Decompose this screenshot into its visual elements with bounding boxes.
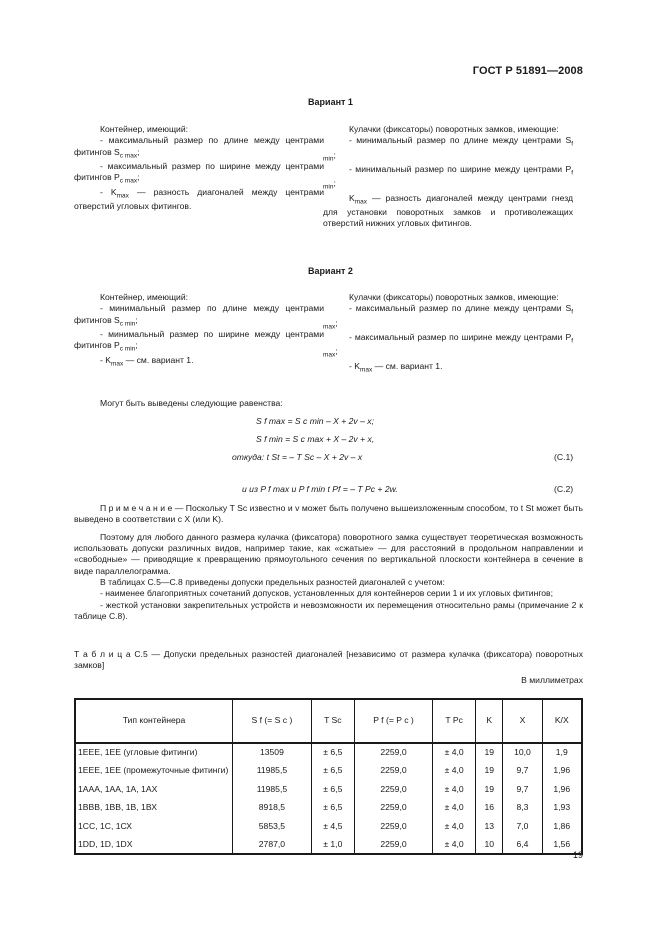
table-cell: 1СС, 1С, 1СХ bbox=[75, 817, 233, 836]
equation-4: и из P f max и P f min t Pf = – T Pc + 2w. bbox=[242, 484, 398, 494]
col-header-sf: S f (= S c ) bbox=[233, 699, 312, 743]
table-cell: ± 6,5 bbox=[311, 762, 354, 781]
table-cell: ± 6,5 bbox=[311, 743, 354, 762]
table-cell: ± 4,5 bbox=[311, 817, 354, 836]
equations-intro: Могут быть выведены следующие равенства: bbox=[100, 398, 283, 408]
table-row bbox=[75, 836, 582, 855]
table-cell: ± 6,5 bbox=[311, 799, 354, 818]
table-cell: 2259,0 bbox=[354, 799, 432, 818]
table-cell: 11985,5 bbox=[233, 780, 312, 799]
table-cell: 1DD, 1D, 1DX bbox=[75, 836, 233, 855]
table-cell: 11985,5 bbox=[233, 762, 312, 781]
note: П р и м е ч а н и е — Поскольку T Sc известно и v может быть получено вышеизложенным способом, то t St может быть выведено в соответствии с X (или K). bbox=[74, 503, 583, 525]
equation-3: откуда: t St = – T Sc – X + 2v – x bbox=[232, 452, 363, 462]
table-cell: 1,96 bbox=[542, 780, 582, 799]
variant2-left-column bbox=[74, 292, 324, 369]
table-row bbox=[75, 817, 582, 836]
table-cell: ± 4,0 bbox=[433, 743, 476, 762]
table-cell: ± 4,0 bbox=[433, 799, 476, 818]
col-header-tsc: T Sc bbox=[311, 699, 354, 743]
col-header-k: K bbox=[476, 699, 503, 743]
table-cell: 10,0 bbox=[503, 743, 542, 762]
table-row bbox=[75, 762, 582, 781]
table-units: В миллиметрах bbox=[521, 675, 583, 685]
tolerance-table bbox=[74, 698, 583, 855]
paragraph-3: - наименее благоприятных сочетаний допусков, установленных для контейнеров серии 1 и их угловых фитингов; bbox=[100, 588, 554, 599]
table-cell: 9,7 bbox=[503, 762, 542, 781]
table-cell: 6,4 bbox=[503, 836, 542, 855]
v2-right-item2: - максимальный размер по ширине между центрами $P_{f max}$; bbox=[323, 331, 573, 359]
table-caption: Т а б л и ц а С.5 — Допуски предельных разностей диагоналей [независимо от размера кулачка (фиксатора) поворотных замков] bbox=[74, 649, 583, 671]
v1-right-item2: - минимальный размер по ширине между центрами $P_{f min}$; bbox=[323, 163, 573, 191]
v2-right-item3: - $K_{max}$ — см. вариант 1. bbox=[349, 360, 443, 374]
v1-right-intro: Кулачки (фиксаторы) поворотных замков, имеющие: bbox=[349, 124, 559, 134]
table-cell: ± 4,0 bbox=[433, 780, 476, 799]
equation-4-number: (C.2) bbox=[554, 484, 574, 494]
v1-right-item3: $K_{max}$ — разность диагоналей между центрами гнезд для установки поворотных замков и противолежащих отверстий нижних угловых фитингов. bbox=[323, 192, 573, 229]
table-cell: 5853,5 bbox=[233, 817, 312, 836]
table-cell: ± 6,5 bbox=[311, 780, 354, 799]
col-header-pf: P f (= P c ) bbox=[354, 699, 432, 743]
table-cell: 2259,0 bbox=[354, 762, 432, 781]
table-cell: 1ААА, 1АА, 1А, 1АХ bbox=[75, 780, 233, 799]
table-cell: 8,3 bbox=[503, 799, 542, 818]
table-cell: 19 bbox=[476, 780, 503, 799]
table-row bbox=[75, 743, 582, 762]
v2-left-item2: - минимальный размер по ширине между центрами фитингов $P_{c min}$; bbox=[74, 328, 324, 354]
table-cell: 2259,0 bbox=[354, 836, 432, 855]
table-cell: 8918,5 bbox=[233, 799, 312, 818]
paragraph-2: В таблицах С.5—С.8 приведены допуски предельных разностей диагоналей с учетом: bbox=[100, 577, 445, 588]
v2-right-item1: - максимальный размер по длине между центрами $S_{f max}$; bbox=[323, 303, 573, 331]
table-cell: ± 1,0 bbox=[311, 836, 354, 855]
page-number: 19 bbox=[572, 850, 583, 860]
table-cell: 7,0 bbox=[503, 817, 542, 836]
table-cell: 1,9 bbox=[542, 743, 582, 762]
table-cell: ± 4,0 bbox=[433, 817, 476, 836]
table-cell: 1ВВВ, 1ВВ, 1В, 1ВХ bbox=[75, 799, 233, 818]
variant2-title: Вариант 2 bbox=[308, 266, 353, 276]
col-header-type: Тип контейнера bbox=[75, 699, 233, 743]
variant1-left-column bbox=[74, 124, 324, 212]
v1-left-item3: - $K_{max}$ — разность диагоналей между центрами отверстий угловых фитингов. bbox=[74, 186, 324, 211]
v2-right-intro: Кулачки (фиксаторы) поворотных замков, имеющие: bbox=[349, 292, 559, 302]
table-cell: 19 bbox=[476, 762, 503, 781]
document-id: ГОСТ Р 51891—2008 bbox=[472, 65, 583, 77]
table-row bbox=[75, 799, 582, 818]
table-header-row bbox=[75, 699, 582, 743]
table-cell: 13 bbox=[476, 817, 503, 836]
equation-3-number: (C.1) bbox=[554, 452, 574, 462]
table-cell: 1,86 bbox=[542, 817, 582, 836]
v2-left-item1: - минимальный размер по длине между центрами фитингов $S_{c min}$; bbox=[74, 303, 324, 328]
v1-right-item1: - минимальный размер по длине между центрами $S_{f min}$; bbox=[323, 135, 573, 163]
v1-left-intro: Контейнер, имеющий: bbox=[100, 124, 189, 134]
col-header-x: X bbox=[503, 699, 542, 743]
table-cell: ± 4,0 bbox=[433, 836, 476, 855]
table-cell: 2259,0 bbox=[354, 817, 432, 836]
equation-1: S f max = S c min – X + 2v – x; bbox=[256, 416, 374, 426]
v2-left-intro: Контейнер, имеющий: bbox=[100, 292, 189, 302]
table-cell: 1EEE, 1EE (угловые фитинги) bbox=[75, 743, 233, 762]
v1-left-item2: - максимальный размер по ширине между центрами фитингов $P_{c max}$; bbox=[74, 160, 324, 186]
variant2-right-column bbox=[323, 292, 573, 375]
equation-2: S f min = S c max + X – 2v + x, bbox=[256, 434, 375, 444]
variant1-right-column bbox=[323, 124, 573, 230]
v2-left-item3: - $K_{max}$ — см. вариант 1. bbox=[100, 354, 194, 368]
variant1-title: Вариант 1 bbox=[308, 97, 353, 107]
table-cell: 10 bbox=[476, 836, 503, 855]
col-header-tpc: T Pc bbox=[433, 699, 476, 743]
table-cell: 1,56 bbox=[542, 836, 582, 855]
table-cell: 2259,0 bbox=[354, 743, 432, 762]
table-cell: 19 bbox=[476, 743, 503, 762]
table-cell: 13509 bbox=[233, 743, 312, 762]
table-cell: 2259,0 bbox=[354, 780, 432, 799]
table-cell: ± 4,0 bbox=[433, 762, 476, 781]
table-row bbox=[75, 780, 582, 799]
table-cell: 1EEE, 1EE (промежуточные фитинги) bbox=[75, 762, 233, 781]
text-block bbox=[74, 503, 583, 622]
table-cell: 2787,0 bbox=[233, 836, 312, 855]
table-cell: 1,96 bbox=[542, 762, 582, 781]
table-cell: 1,93 bbox=[542, 799, 582, 818]
paragraph-1: Поэтому для любого данного размера кулачка (фиксатора) поворотного замка существует теоретическая возможность использовать допуски различных видов, например такие, как «сжатые» — для расстояний в продольном направлении и «свободные» — приводящие к превращению прямоугольного сечения по вертикальной плоскости контейнера в сечение в виде параллелограмма. bbox=[74, 531, 583, 576]
paragraph-4: - жесткой установки закрепительных устройств и невозможности их перемещения относительно рамы (примечание 2 к таблице С.8). bbox=[74, 599, 583, 622]
col-header-kx: K/X bbox=[542, 699, 582, 743]
v1-left-item1: - максимальный размер по длине между центрами фитингов $S_{c max}$; bbox=[74, 135, 324, 160]
table-cell: 9,7 bbox=[503, 780, 542, 799]
table-cell: 16 bbox=[476, 799, 503, 818]
